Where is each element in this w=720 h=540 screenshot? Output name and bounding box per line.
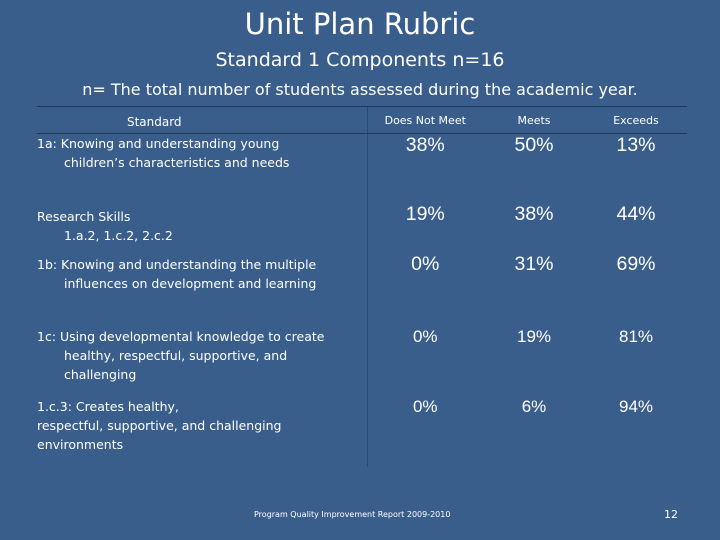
page-number: 12 [664,508,678,521]
standard-line: environments [37,436,124,452]
table-header-row [37,107,687,134]
value-does-not-meet: 19% [367,203,483,253]
value-meets: 19% [516,326,552,346]
table-row [37,203,687,253]
value-does-not-meet: 38% [367,134,483,203]
value-meets: 31% [514,252,554,275]
standard-line: 1.a.2, 1.c.2, 2.c.2 [64,227,173,243]
value-exceeds: 44% [616,202,656,225]
value-exceeds: 81% [618,326,654,346]
header-does-not-meet: Does Not Meet [367,107,483,134]
standard-line: 1a: Knowing and understanding young [37,136,280,151]
standard-line: healthy, respectful, supportive, and [64,347,288,363]
standard-line: 1c: Using developmental knowledge to create [37,328,325,344]
header-exceeds: Exceeds [585,107,687,134]
standard-line: respectful, supportive, and challenging [37,417,282,433]
standard-cell [37,327,367,397]
footer-note: Program Quality Improvement Report 2009-2010 [254,510,451,519]
standard-cell [37,253,367,327]
header-meets: Meets [483,107,585,134]
table-row [37,253,687,327]
standard-line: 1b: Knowing and understanding the multiple [37,256,317,272]
standard-cell [37,397,367,467]
value-exceeds: 94% [618,396,654,416]
value-exceeds: 13% [616,134,656,156]
value-does-not-meet: 0% [367,397,483,467]
standard-line: children’s characteristics and needs [64,155,290,170]
table-row [37,397,687,467]
table-row [37,134,687,203]
value-meets: 50% [514,134,554,156]
rubric-table [37,106,687,467]
standard-line: challenging [64,366,137,382]
header-standard: Standard [37,107,367,134]
table-row [37,327,687,397]
value-meets: 6% [521,396,547,416]
value-exceeds: 69% [616,252,656,275]
standard-cell [37,134,367,203]
value-does-not-meet: 0% [367,253,483,327]
standard-cell [37,203,367,253]
standard-line: influences on development and learning [64,275,317,291]
slide-description: n= The total number of students assessed during the academic year. [82,80,638,99]
value-meets: 38% [514,202,554,225]
standard-line: 1.c.3: Creates healthy, [37,398,179,414]
slide-subtitle: Standard 1 Components n=16 [215,49,505,71]
slide-title: Unit Plan Rubric [244,7,476,41]
value-does-not-meet: 0% [367,327,483,397]
standard-line: Research Skills [37,208,131,224]
